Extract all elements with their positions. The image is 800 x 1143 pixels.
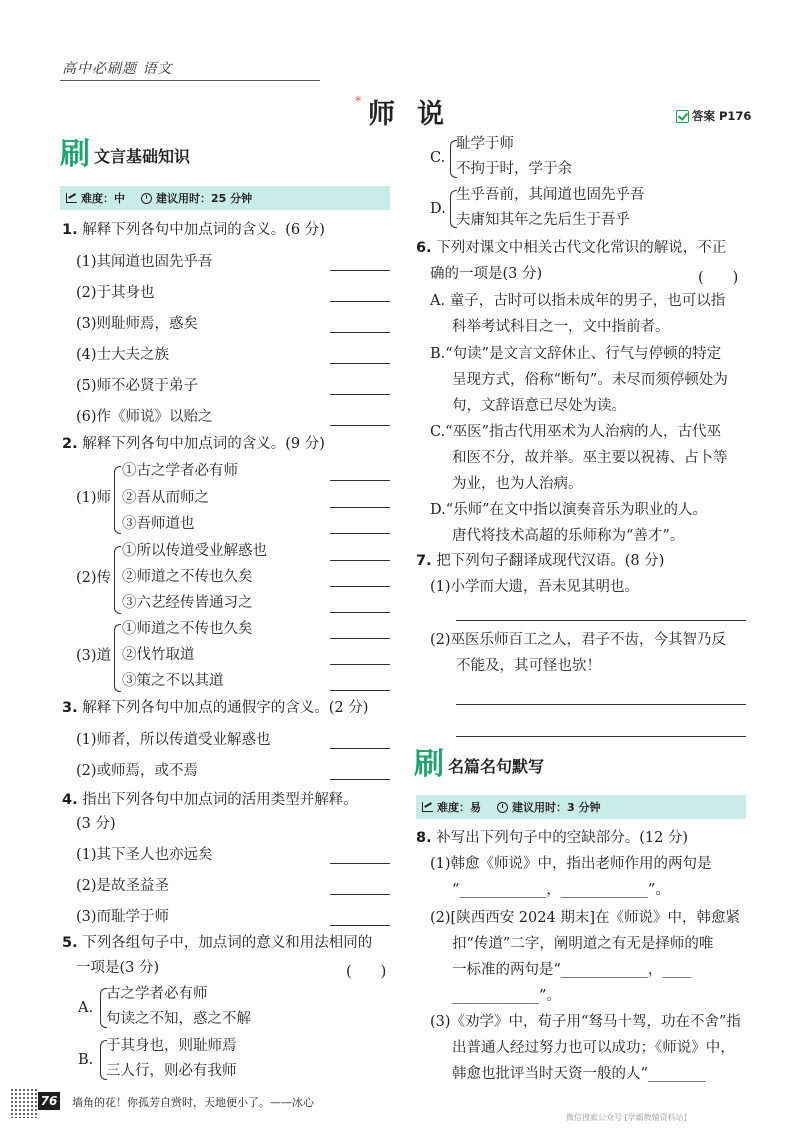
answer-paren[interactable]: ( ): [346, 964, 387, 980]
q5-option-a-line1: 古之学者必有师: [106, 986, 208, 1002]
chart-icon: [422, 802, 433, 812]
footer-dots: [10, 1088, 38, 1118]
q8-line: (3)《劝学》中，荀子用“驽马十驾，功在不舍”指: [430, 1014, 741, 1030]
question-2-stem: [62, 436, 325, 453]
q3-item-2: (2)或师焉，或不焉: [76, 763, 199, 779]
q6-line: 科举考试科目之一，文中指前者。: [452, 319, 670, 335]
question-number: 5.: [62, 935, 78, 951]
q2-group-3-label: (3)道: [76, 648, 112, 664]
question-5-stem-line1: [62, 935, 372, 952]
answer-blank[interactable]: [330, 748, 390, 749]
q1-item-5: (5)师不必贤于弟子: [76, 378, 199, 394]
answer-blank[interactable]: [330, 425, 390, 426]
question-4-stem-line1: [62, 792, 358, 809]
answer-blank[interactable]: [330, 480, 390, 481]
question-5-stem-line2: 一项是(3 分): [76, 960, 160, 976]
question-text: 解释下列各句中加点的通假字的含义。(2 分): [82, 700, 369, 716]
question-text: 解释下列各句中加点词的含义。(6 分): [82, 222, 325, 238]
q6-line: 句，文辞语意已尽处为读。: [452, 398, 626, 414]
q8-line: 扣“传道”二字，阐明道之有无是择师的唯: [452, 936, 714, 952]
q7-item-2-line1: (2)巫医乐师百工之人，君子不齿，今其智乃反: [430, 632, 727, 648]
q7-item-2-line2: 不能及，其可怪也欤！: [456, 658, 601, 674]
page-title: 师说: [368, 99, 466, 130]
question-text: 指出下列各句中加点词的活用类型并解释。: [82, 792, 358, 808]
chart-icon: [66, 193, 77, 203]
watermark: 微信搜索公众号 [学霸教辅资料站]: [566, 1113, 687, 1122]
q2-group-2-item-1: ①所以传道受业解惑也: [122, 543, 267, 559]
q5-option-c-line2: 不拘于时，学于余: [456, 161, 572, 177]
answer-blank[interactable]: [330, 301, 390, 302]
q4-item-1: (1)其下圣人也亦远矣: [76, 847, 213, 863]
clock-icon: [497, 802, 508, 813]
answer-line[interactable]: [456, 704, 746, 705]
question-text: 解释下列各句中加点词的含义。(9 分): [82, 436, 325, 452]
q4-item-3: (3)而耻学于师: [76, 909, 170, 925]
q2-group-3-item-3: ③策之不以其道: [122, 673, 224, 689]
difficulty-bar: [60, 186, 390, 210]
time-label: 建议用时：3 分钟: [512, 801, 601, 814]
q5-option-c-line1: 耻学于师: [456, 136, 514, 152]
time-label: 建议用时：25 分钟: [156, 192, 253, 205]
question-number: 6.: [416, 240, 432, 256]
answer-blank[interactable]: [330, 560, 390, 561]
q3-item-1: (1)师者，所以传道受业解惑也: [76, 732, 271, 748]
header-divider: [60, 80, 320, 81]
q8-line: “____________，____________”。: [452, 882, 670, 898]
answer-blank[interactable]: [330, 586, 390, 587]
answer-blank[interactable]: [330, 863, 390, 864]
q5-option-d-label: D.: [430, 201, 446, 217]
question-text: 补写出下列句子中的空缺部分。(12 分): [436, 830, 689, 846]
q8-line: 韩愈也批评当时天资一般的人“________: [452, 1066, 706, 1082]
answer-blank[interactable]: [330, 394, 390, 395]
q2-group-2-label: (2)传: [76, 570, 112, 586]
question-text: 下列对课文中相关古代文化常识的解说，不正: [436, 240, 727, 256]
q6-line: C.“巫医”指古代用巫术为人治病的人，古代巫: [430, 424, 722, 440]
question-1-stem: [62, 222, 325, 239]
brace: [114, 624, 121, 692]
q8-line: (2)[陕西西安 2024 期末]在《师说》中，韩愈紧: [430, 910, 740, 926]
q2-group-2-item-2: ②师道之不传也久矣: [122, 569, 253, 585]
q2-group-1-item-2: ②吾从而师之: [122, 490, 209, 506]
q8-line: ____________”。: [452, 988, 561, 1004]
difficulty-label: 难度：中: [81, 192, 125, 205]
question-number: 4.: [62, 792, 78, 808]
question-number: 8.: [416, 830, 432, 846]
q5-option-c-label: C.: [430, 150, 446, 166]
footer-quote: 墙角的花！你孤芳自赏时，天地便小了。——冰心: [72, 1096, 314, 1109]
q5-option-b-line2: 三人行，则必有我师: [106, 1063, 237, 1079]
answer-blank[interactable]: [330, 270, 390, 271]
brace: [114, 466, 121, 534]
answer-blank[interactable]: [330, 332, 390, 333]
answer-blank[interactable]: [330, 533, 390, 534]
question-8-stem: [416, 830, 688, 847]
q6-line: 为业，也为人治病。: [452, 476, 583, 492]
answer-line[interactable]: [456, 736, 746, 737]
section-mark: 刷: [414, 747, 444, 782]
q6-line: 呈现方式，俗称“断句”。未尽而须停顿处为: [452, 372, 728, 388]
answer-line[interactable]: [456, 620, 746, 621]
section-name: 名篇名句默写: [448, 757, 545, 776]
q5-option-a-label: A.: [78, 1000, 94, 1016]
q8-line: 出普通人经过努力也可以成功；《师说》中，: [452, 1040, 735, 1056]
q5-option-d-line2: 夫庸知其年之先后生于吾乎: [456, 212, 630, 228]
q4-item-2: (2)是故圣益圣: [76, 878, 170, 894]
q2-group-2-item-3: ③六艺经传皆通习之: [122, 595, 253, 611]
q1-item-3: (3)则耻师焉，惑矣: [76, 316, 199, 332]
q6-line: 和医不分，故并举。巫主要以祝祷、占卜等: [452, 450, 728, 466]
q5-option-a-line2: 句读之不知，惑之不解: [106, 1011, 251, 1027]
q1-item-1: (1)其闻道也固先乎吾: [76, 254, 213, 270]
brace: [114, 546, 121, 614]
difficulty-bar: [416, 795, 746, 819]
q6-line: B.“句读”是文言文辞休止、行气与停顿的特定: [430, 346, 722, 362]
title-star: *: [355, 94, 361, 108]
q2-group-1-item-1: ①古之学者必有师: [122, 463, 238, 479]
question-7-stem: [416, 553, 664, 570]
section-mark: 刷: [60, 137, 90, 172]
answer-blank[interactable]: [330, 690, 390, 691]
page-number: 76: [38, 1092, 60, 1110]
q1-item-2: (2)于其身也: [76, 285, 155, 301]
section-header-basics: [60, 137, 191, 172]
clock-icon: [141, 193, 152, 204]
answer-blank[interactable]: [330, 925, 390, 926]
q6-line: 唐代将技术高超的乐师称为“善才”。: [452, 528, 685, 544]
question-text: 把下列句子翻译成现代汉语。(8 分): [436, 553, 665, 569]
answer-reference: [676, 108, 751, 124]
q6-line: A. 童子，古时可以指未成年的男子，也可以指: [430, 293, 726, 309]
q5-option-d-line1: 生乎吾前，其闻道也固先乎吾: [456, 187, 645, 203]
q2-group-1-item-3: ③吾师道也: [122, 516, 195, 532]
answer-blank[interactable]: [330, 612, 390, 613]
q1-item-4: (4)士大夫之族: [76, 347, 170, 363]
question-6-stem-line1: [416, 240, 726, 257]
q1-item-6: (6)作《师说》以贻之: [76, 409, 213, 425]
difficulty-label: 难度：易: [437, 801, 481, 814]
answer-blank[interactable]: [330, 894, 390, 895]
question-number: 1.: [62, 222, 78, 238]
question-3-stem: [62, 700, 368, 717]
q2-group-3-item-2: ②伐竹取道: [122, 647, 195, 663]
question-6-stem-line2: 确的一项是(3 分): [430, 266, 543, 282]
q6-line: D.“乐师”在文中指以演奏音乐为职业的人。: [430, 502, 708, 518]
section-header-recitation: [414, 747, 545, 782]
question-number: 7.: [416, 553, 432, 569]
check-icon: [676, 110, 689, 123]
q2-group-3-item-1: ①师道之不传也久矣: [122, 621, 253, 637]
answer-paren[interactable]: ( ): [698, 270, 739, 286]
answer-blank[interactable]: [330, 363, 390, 364]
q8-line: (1)韩愈《师说》中，指出老师作用的两句是: [430, 856, 712, 872]
answer-blank[interactable]: [330, 779, 390, 780]
answer-reference-text: 答案 P176: [692, 109, 752, 123]
q5-option-b-label: B.: [78, 1052, 94, 1068]
question-text: 下列各组句子中，加点词的意义和用法相同的: [82, 935, 373, 951]
question-number: 2.: [62, 436, 78, 452]
q7-item-1: (1)小学而大遗，吾未见其明也。: [430, 579, 640, 595]
answer-blank[interactable]: [330, 664, 390, 665]
answer-blank[interactable]: [330, 507, 390, 508]
answer-blank[interactable]: [330, 638, 390, 639]
question-number: 3.: [62, 700, 78, 716]
book-title: 高中必刷题 语文: [62, 61, 173, 77]
q2-group-1-label: (1)师: [76, 490, 112, 506]
q5-option-b-line1: 于其身也，则耻师焉: [106, 1038, 237, 1054]
question-4-stem-line2: (3 分): [76, 816, 116, 832]
q8-line: 一标准的两句是“____________，____: [452, 962, 692, 978]
section-name: 文言基础知识: [94, 147, 191, 166]
